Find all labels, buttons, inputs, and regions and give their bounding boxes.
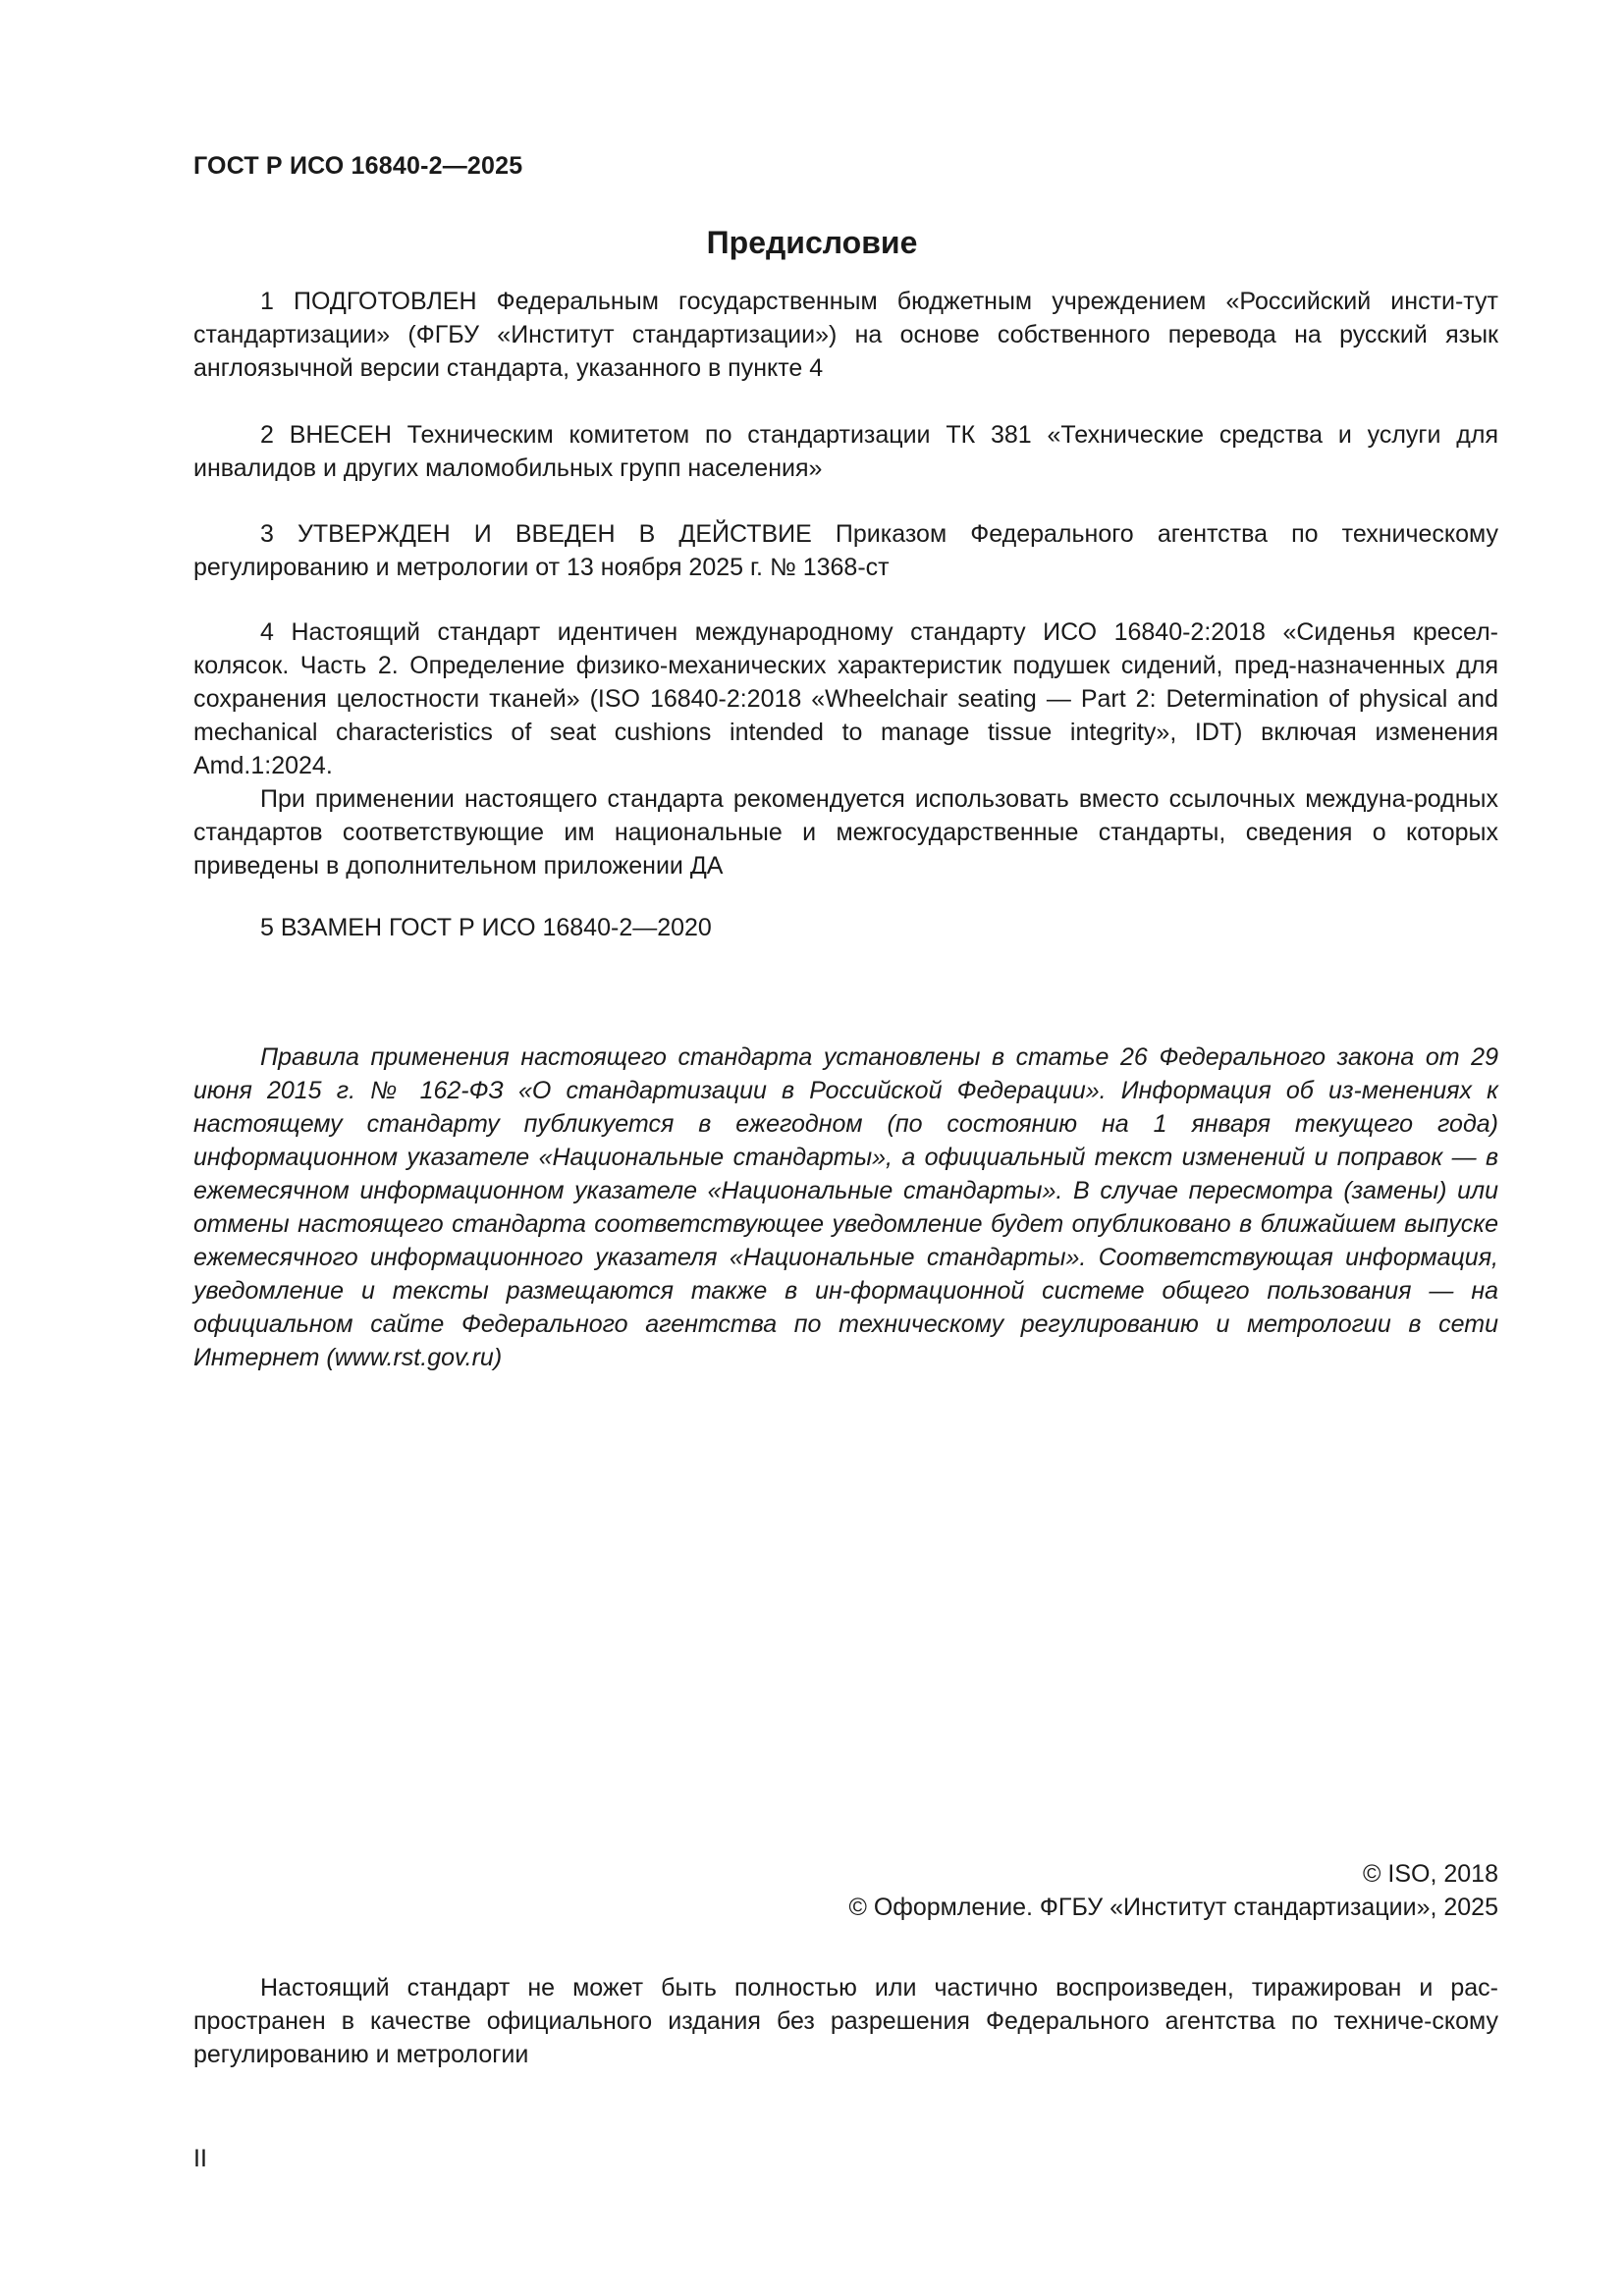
copyright-design: © Оформление. ФГБУ «Институт стандартизации», 2025 [848,1894,1498,1921]
foreword-item-1: 1 ПОДГОТОВЛЕН Федеральным государственным бюджетным учреждением «Российский инсти-тут стандартизации» (ФГБУ «Институт стандартизации») на основе собственного перевода на русский язык англоязычной версии стандарта, указанного в пункте 4 [193,288,1498,382]
reproduction-notice: Настоящий стандарт не может быть полностью или частично воспроизведен, тиражирован и рас-пространен в качестве официального издания без разрешения Федерального агентства по техниче-скому регулированию и метрологии [193,1974,1498,2068]
foreword-item-2: 2 ВНЕСЕН Техническим комитетом по стандартизации ТК 381 «Технические средства и услуги для инвалидов и других маломобильных групп населения» [193,421,1498,482]
copyright-iso: © ISO, 2018 [1363,1860,1498,1888]
page-number: II [193,2145,207,2172]
foreword-item-4: 4 Настоящий стандарт идентичен международному стандарту ИСО 16840-2:2018 «Сиденья кресел-колясок. Часть 2. Определение физико-механических характеристик подушек сидений, пред-назначенных для сохранения целостности тканей» (ISO 16840-2:2018 «Wheelchair seating — Part 2: Determination of physical and mechanical characteristics of seat cushions intended to manage tissue integrity», IDT) включая изменения Amd.1:2024. [193,618,1498,779]
foreword-heading: Предисловие [706,225,918,260]
foreword-item-4-note: При применении настоящего стандарта рекомендуется использовать вместо ссылочных междуна-родных стандартов соответствующие им национальные и межгосударственные стандарты, сведения о которых приведены в дополнительном приложении ДА [193,785,1498,880]
foreword-item-5: 5 ВЗАМЕН ГОСТ Р ИСО 16840-2—2020 [260,914,712,941]
document-code: ГОСТ Р ИСО 16840-2—2025 [193,152,523,180]
copyright-block [848,1857,1498,1924]
foreword-item-3: 3 УТВЕРЖДЕН И ВВЕДЕН В ДЕЙСТВИЕ Приказом Федерального агентства по техническому регулированию и метрологии от 13 ноября 2025 г. № 1368-ст [193,520,1498,581]
application-rules-notice: Правила применения настоящего стандарта установлены в статье 26 Федерального закона от 29 июня 2015 г. № 162-ФЗ «О стандартизации в Российской Федерации». Информация об из-менениях к настоящему стандарту публикуется в ежегодном (по состоянию на 1 января текущего года) информационном указателе «Национальные стандарты», а официальный текст изменений и поправок — в ежемесячном информационном указателе «Национальные стандарты». В случае пересмотра (замены) или отмены настоящего стандарта соответствующее уведомление будет опубликовано в ближайшем выпуске ежемесячного информационного указателя «Национальные стандарты». Соответствующая информация, уведомление и тексты размещаются также в ин-формационной системе общего пользования — на официальном сайте Федерального агентства по техническому регулированию и метрологии в сети Интернет (www.rst.gov.ru) [193,1043,1498,1371]
foreword-item-4-block [193,615,1498,882]
